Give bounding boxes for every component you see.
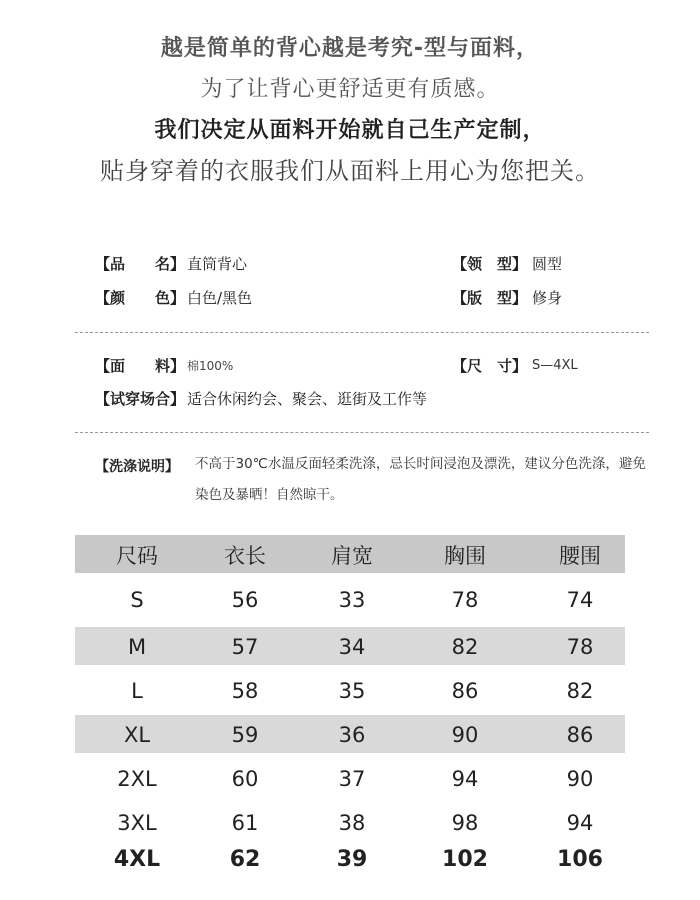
- table-row: [75, 675, 625, 709]
- table-row: [75, 627, 625, 665]
- table-row: [75, 807, 625, 841]
- attr-color: [95, 287, 252, 308]
- cell-size: M: [127, 635, 147, 659]
- intro-line-4: 贴身穿着的衣服我们从面料上用心为您把关。: [100, 157, 600, 185]
- divider-2: [75, 432, 649, 433]
- divider-1: [75, 332, 649, 333]
- attr-occasion: [95, 388, 427, 409]
- cell-length: 60: [231, 767, 259, 791]
- attr-product-name-value: 直筒背心: [187, 255, 248, 273]
- cell-length: 57: [231, 635, 259, 659]
- cell-waist: 94: [566, 811, 594, 835]
- attr-product-name: [95, 253, 247, 274]
- cell-chest: 78: [451, 588, 479, 612]
- attr-size-range-value: S—4XL: [532, 358, 578, 373]
- cell-shoulder: 37: [338, 767, 366, 791]
- cell-length: 61: [231, 811, 259, 835]
- cell-shoulder: 39: [336, 847, 368, 872]
- wash-text: 不高于30℃水温反面轻柔洗涤，忌长时间浸泡及漂洗，建议分色洗涤，避免染色及暴晒！自然晾干。: [195, 456, 646, 503]
- intro-text-block: [0, 28, 700, 192]
- intro-line-3: 我们决定从面料开始就自己生产定制，: [154, 118, 546, 143]
- attr-size-range-label: 【尺 寸】: [452, 357, 528, 375]
- cell-size: 3XL: [117, 811, 157, 835]
- cell-size: XL: [123, 723, 151, 747]
- header-size: 尺码: [116, 544, 158, 568]
- attr-fit-value: 修身: [532, 289, 563, 307]
- attr-fabric: [95, 355, 233, 376]
- cell-chest: 86: [451, 679, 479, 703]
- cell-shoulder: 35: [338, 679, 366, 703]
- table-row: [75, 763, 625, 797]
- cell-chest: 98: [451, 811, 479, 835]
- attr-occasion-label: 【试穿场合】: [95, 390, 186, 408]
- cell-length: 56: [231, 588, 259, 612]
- attr-occasion-value: 适合休闲约会、聚会、逛街及工作等: [187, 390, 428, 408]
- cell-chest: 94: [451, 767, 479, 791]
- cell-shoulder: 34: [338, 635, 366, 659]
- cell-waist: 74: [566, 588, 594, 612]
- cell-shoulder: 38: [338, 811, 366, 835]
- attr-collar-label: 【领 型】: [452, 255, 528, 273]
- cell-shoulder: 33: [338, 588, 366, 612]
- attr-collar-value: 圆型: [532, 255, 563, 273]
- attr-color-value: 白色/黑色: [187, 289, 253, 307]
- cell-waist: 90: [566, 767, 594, 791]
- cell-size: S: [130, 588, 144, 612]
- cell-waist: 78: [566, 635, 594, 659]
- cell-size: 2XL: [117, 767, 157, 791]
- table-row: [75, 715, 625, 753]
- table-row: [75, 843, 625, 877]
- cell-chest: 102: [442, 847, 488, 872]
- header-length: 衣长: [224, 544, 266, 568]
- intro-line-2: 为了让背心更舒适更有质感。: [200, 77, 500, 102]
- attr-collar: [452, 253, 562, 274]
- header-waist: 腰围: [559, 544, 601, 568]
- header-chest: 胸围: [444, 544, 486, 568]
- size-table: [75, 535, 625, 880]
- attr-fabric-label: 【面 料】: [95, 357, 186, 375]
- cell-chest: 82: [451, 635, 479, 659]
- wash-label: 【洗涤说明】: [95, 459, 179, 475]
- cell-size: 4XL: [113, 847, 161, 872]
- intro-line-1: 越是简单的背心越是考究-型与面料，: [160, 36, 540, 61]
- cell-waist: 86: [566, 723, 594, 747]
- cell-length: 62: [229, 847, 261, 872]
- cell-waist: 106: [557, 847, 603, 872]
- cell-length: 59: [231, 723, 259, 747]
- cell-length: 58: [231, 679, 259, 703]
- attr-size-range: [452, 355, 578, 376]
- attr-product-name-label: 【品 名】: [95, 255, 186, 273]
- table-row: [75, 583, 625, 617]
- attr-fit-label: 【版 型】: [452, 289, 528, 307]
- attr-fit: [452, 287, 562, 308]
- cell-chest: 90: [451, 723, 479, 747]
- cell-shoulder: 36: [338, 723, 366, 747]
- header-shoulder: 肩宽: [331, 544, 373, 568]
- attr-color-label: 【颜 色】: [95, 289, 186, 307]
- size-table-header: [75, 535, 625, 573]
- cell-size: L: [131, 679, 143, 703]
- cell-waist: 82: [566, 679, 594, 703]
- attr-fabric-value: 棉100%: [187, 359, 234, 373]
